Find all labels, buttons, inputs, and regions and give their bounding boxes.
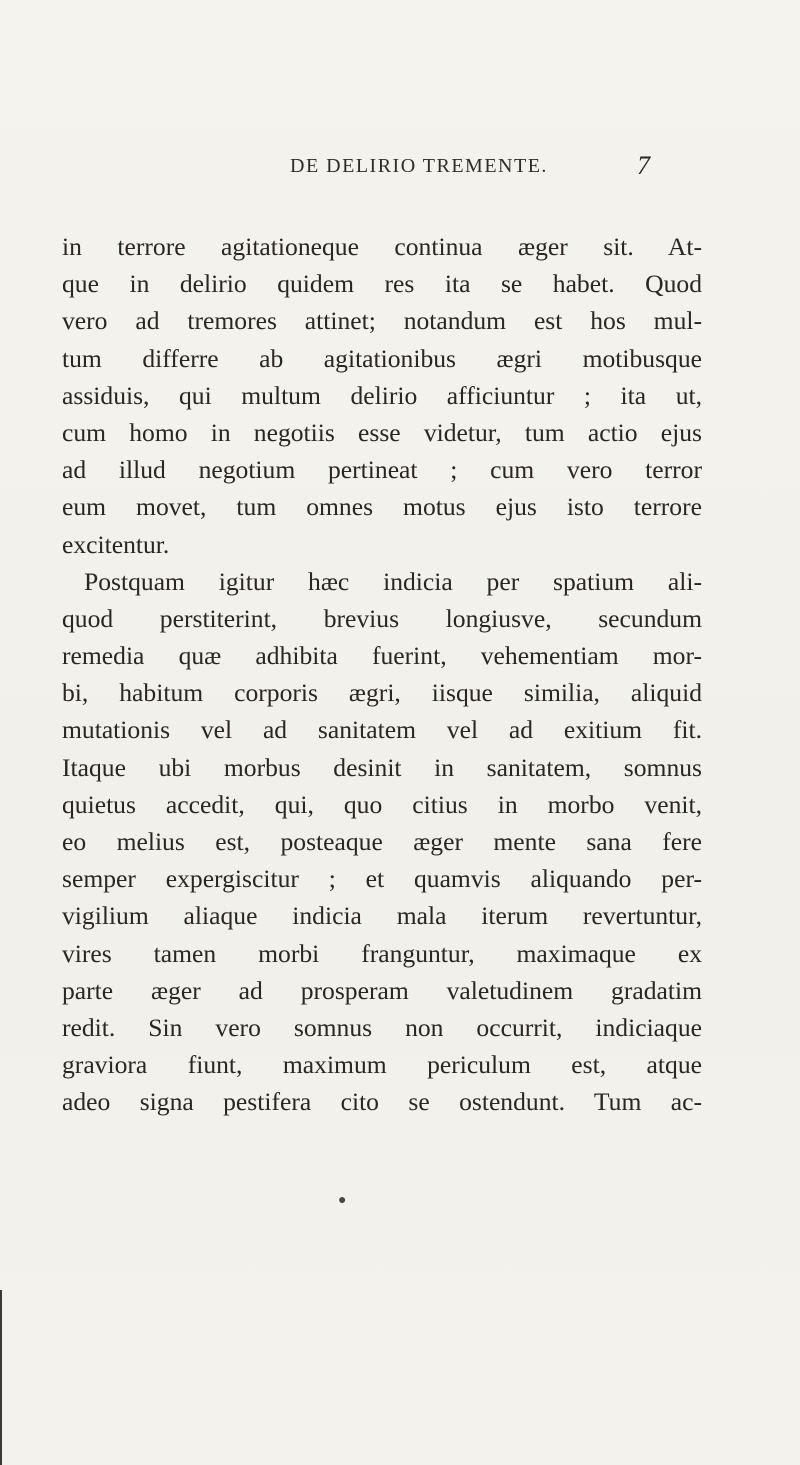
text-line: quod perstiterint, brevius longiusve, secundum <box>62 603 702 633</box>
text-line: bi, habitum corporis ægri, iisque similia, aliquid <box>62 678 702 708</box>
page-header <box>0 151 800 195</box>
text-line: ad illud negotium pertineat ; cum vero terror <box>62 455 702 485</box>
text-line: Postquam igitur hæc indicia per spatium ali- <box>84 566 702 596</box>
text-line: vigilium aliaque indicia mala iterum revertuntur, <box>62 901 702 931</box>
ink-speck: ● <box>338 1193 347 1208</box>
text-line: cum homo in negotiis esse videtur, tum actio ejus <box>62 417 702 447</box>
text-line: vero ad tremores attinet; notandum est hos mul- <box>62 306 702 336</box>
text-line: eo melius est, posteaque æger mente sana fere <box>62 827 702 856</box>
text-line: in terrore agitationeque continua æger sit. At- <box>62 232 702 261</box>
text-line: semper expergiscitur ; et quamvis aliquando per- <box>62 864 702 894</box>
text-line: tum differre ab agitationibus ægri motibusque <box>62 343 702 373</box>
text-line: vires tamen morbi franguntur, maximaque ex <box>62 938 702 968</box>
page-edge-shadow <box>0 1290 2 1465</box>
text-line: quietus accedit, qui, quo citius in morbo venit, <box>62 789 702 819</box>
text-line: eum movet, tum omnes motus ejus isto terrore <box>62 492 702 522</box>
text-line: assiduis, qui multum delirio afficiuntur ; ita ut, <box>62 380 702 410</box>
text-line: graviora fiunt, maximum periculum est, atque <box>62 1050 702 1080</box>
text-line: excitentur. <box>62 529 170 559</box>
text-line: mutationis vel ad sanitatem vel ad exitium fit. <box>62 715 702 745</box>
text-line: redit. Sin vero somnus non occurrit, indiciaque <box>62 1012 702 1042</box>
text-line: remedia quæ adhibita fuerint, vehementiam mor- <box>62 641 702 671</box>
body-text <box>62 228 702 1121</box>
text-line: que in delirio quidem res ita se habet. Quod <box>62 269 702 299</box>
text-line: adeo signa pestifera cito se ostendunt. Tum ac- <box>62 1087 702 1117</box>
text-line: parte æger ad prosperam valetudinem gradatim <box>62 975 702 1005</box>
page-number: 7 <box>637 151 650 180</box>
text-line: Itaque ubi morbus desinit in sanitatem, somnus <box>62 752 702 782</box>
running-head: DE DELIRIO TREMENTE. <box>290 155 548 177</box>
